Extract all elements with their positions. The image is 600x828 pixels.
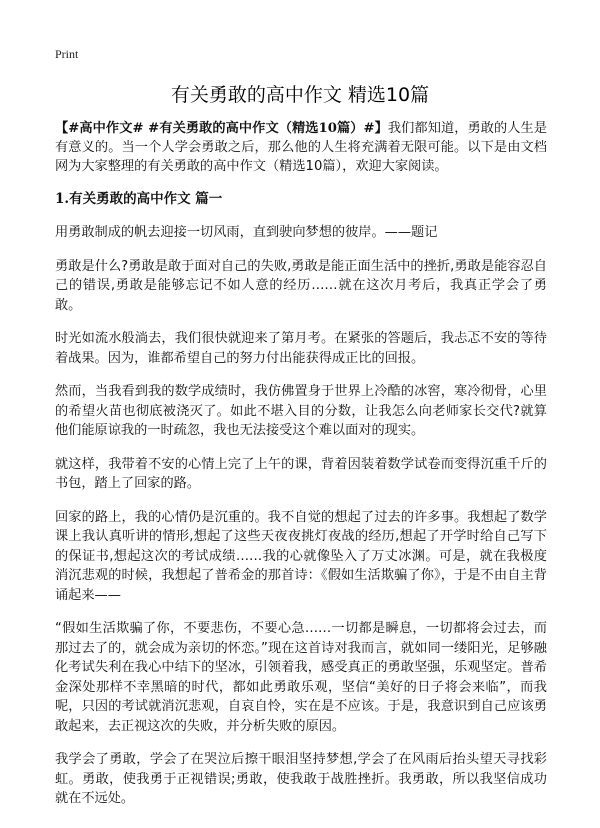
page-title: 有关勇敢的高中作文 精选10篇	[170, 84, 430, 106]
paragraph-what-is-courage: 勇敢是什么?勇敢是敢于面对自己的失败,勇敢是能正面生活中的挫折,勇敢是能容忍自己的错误,勇敢是能够忘记不如人意的经历……就在这次月考后，我真正学会了勇敢。	[55, 258, 547, 313]
paragraph-poem: “假如生活欺骗了你，不要悲伤，不要心急……一切都是瞬息，一切都将会过去，而那过去了的，就会成为亲切的怀恋。”现在这首诗对我而言，就如同一缕阳光，足够融化考试失利在我心中结下的坚冰，引领着我，感受真正的勇敢坚强，乐观坚定。普希金深处那样不幸黑暗的时代，都如此勇敢乐观，坚信“美好的日子将会来临”，而我呢，只因的考试就消沉悲观，自哀自怜，实在是不应该。于是，我意识到自己应该勇敢起来，去正视这次的失败，并分析失败的原因。	[55, 621, 547, 734]
paragraph-epigraph: 用勇敢制成的帆去迎接一切风雨，直到驶向梦想的彼岸。——题记	[55, 225, 438, 240]
paragraph-exam-wait: 时光如流水般淌去，我们很快就迎来了第月考。在紧张的答题后，我忐忑不安的等待着战果。因为，谁都希望自己的努力付出能获得成正比的回报。	[55, 331, 547, 366]
intro-tag: 【#高中作文# #有关勇敢的高中作文（精选10篇）#】	[55, 121, 388, 136]
paragraph-conclusion: 我学会了勇敢，学会了在哭泣后擦干眼泪坚持梦想,学会了在风雨后抬头望天寻找彩虹。勇敢，使我勇于正视错误;勇敢，使我敢于战胜挫折。我勇敢，所以我坚信成功就在不远处。	[55, 752, 547, 806]
section-heading: 1.有关勇敢的高中作文 篇一	[55, 191, 223, 207]
article-body	[55, 119, 547, 823]
paragraph-math-score: 然而，当我看到我的数学成绩时，我仿佛置身于世界上冷酷的冰窖，寒冷彻骨，心里的希望火苗也彻底被浇灭了。如此不堪入目的分数，让我怎么向老师家长交代?就算他们能原谅我的一时疏忽，我也无法接受这个难以面对的现实。	[55, 384, 547, 438]
paragraph-after-class: 就这样，我带着不安的心情上完了上午的课，背着因装着数学试卷而变得沉重千斤的书包，踏上了回家的路。	[55, 456, 547, 491]
intro-paragraph	[55, 119, 547, 176]
paragraph-way-home: 回家的路上，我的心情仍是沉重的。我不自觉的想起了过去的许多事。我想起了数学课上我认真听讲的情形,想起了这些天夜夜挑灯夜战的经历,想起了开学时给自己写下的保证书,想起这次的考试成绩……我的心就像坠入了万丈冰渊。可是，就在我极度消沉悲观的时候，我想起了普希金的那首诗：《假如生活欺骗了你》，于是不由自主背诵起来——	[55, 509, 547, 603]
intro-text: 我们都知道，勇敢的人生是有意义的。当一个人学会勇敢之后，那么他的人生将充满着无限可能。以下是由文档网为大家整理的有关勇敢的高中作文（精选10篇），欢迎大家阅读。	[55, 121, 548, 174]
print-link[interactable]: Print	[55, 47, 79, 61]
